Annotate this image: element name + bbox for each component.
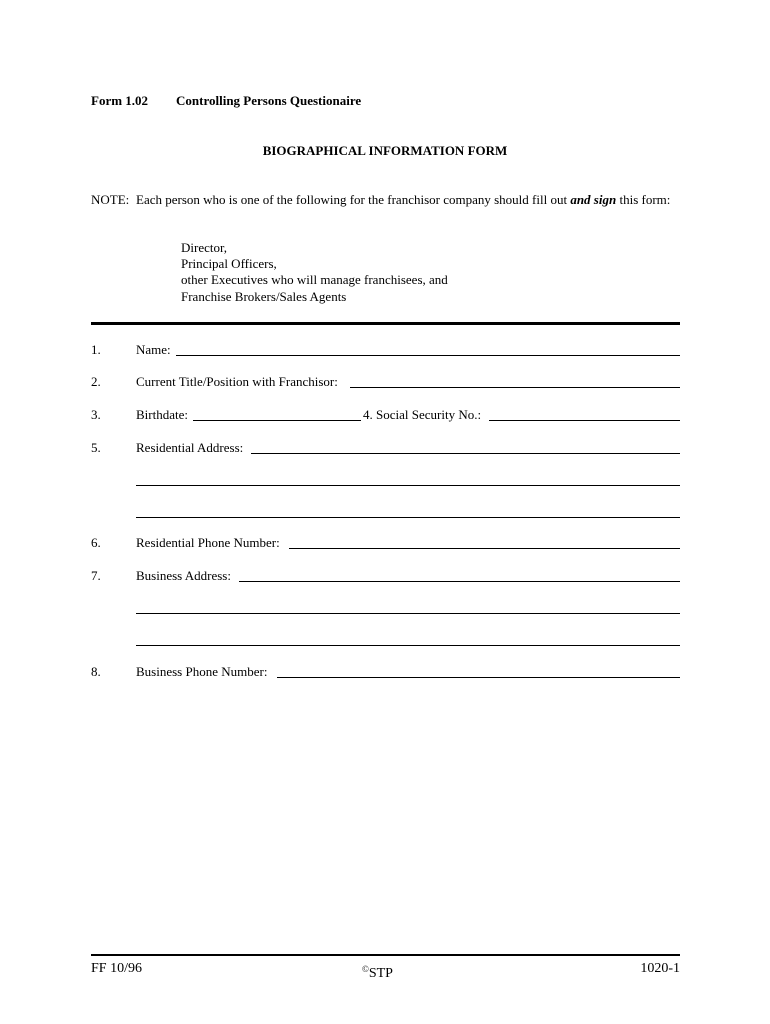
- field-number: 8.: [91, 664, 101, 679]
- note-label: NOTE:: [91, 192, 130, 207]
- footer-center: [362, 961, 393, 982]
- residential-phone-field[interactable]: [289, 548, 680, 549]
- field-number: 1.: [91, 342, 101, 357]
- role-item: Franchise Brokers/Sales Agents: [181, 289, 347, 304]
- role-item: Director,: [181, 240, 228, 255]
- residential-address-label: Residential Address:: [136, 440, 244, 455]
- residential-address-line-2[interactable]: [136, 485, 680, 486]
- field-number: 2.: [91, 374, 101, 389]
- residential-address-field[interactable]: [251, 453, 680, 454]
- section-divider: [91, 322, 680, 325]
- residential-phone-label: Residential Phone Number:: [136, 535, 280, 550]
- title-position-field[interactable]: [350, 387, 680, 388]
- form-name: Controlling Persons Questionaire: [176, 93, 362, 108]
- business-phone-field[interactable]: [277, 677, 680, 678]
- field-number: 5.: [91, 440, 101, 455]
- footer-left: FF 10/96: [91, 961, 142, 976]
- field-number: 7.: [91, 568, 101, 583]
- business-address-line-2[interactable]: [136, 613, 680, 614]
- birthdate-label: Birthdate:: [136, 407, 188, 422]
- name-field[interactable]: [176, 355, 680, 356]
- business-address-field[interactable]: [239, 581, 680, 582]
- name-label: Name:: [136, 342, 171, 357]
- note-emphasis: and sign: [570, 192, 617, 207]
- role-item: other Executives who will manage franchisees, and: [181, 272, 448, 287]
- ssn-field[interactable]: [489, 420, 680, 421]
- role-item: Principal Officers,: [181, 256, 277, 271]
- footer-center-text: STP: [368, 966, 393, 981]
- footer-rule: [91, 954, 680, 956]
- birthdate-field[interactable]: [193, 420, 361, 421]
- form-number: Form 1.02: [91, 93, 149, 108]
- field-number: 6.: [91, 535, 101, 550]
- note-text-after: this form:: [619, 192, 671, 207]
- ssn-label: 4. Social Security No.:: [363, 407, 482, 422]
- page-title: BIOGRAPHICAL INFORMATION FORM: [262, 143, 508, 158]
- copyright-symbol: ©: [362, 964, 369, 974]
- footer-right: 1020-1: [640, 961, 680, 976]
- field-number: 3.: [91, 407, 101, 422]
- residential-address-line-3[interactable]: [136, 517, 680, 518]
- business-address-line-3[interactable]: [136, 645, 680, 646]
- business-phone-label: Business Phone Number:: [136, 664, 268, 679]
- title-position-label: Current Title/Position with Franchisor:: [136, 374, 338, 389]
- business-address-label: Business Address:: [136, 568, 231, 583]
- note-text: [136, 191, 680, 208]
- note-text-before: Each person who is one of the following for the franchisor company should fill out: [136, 192, 568, 207]
